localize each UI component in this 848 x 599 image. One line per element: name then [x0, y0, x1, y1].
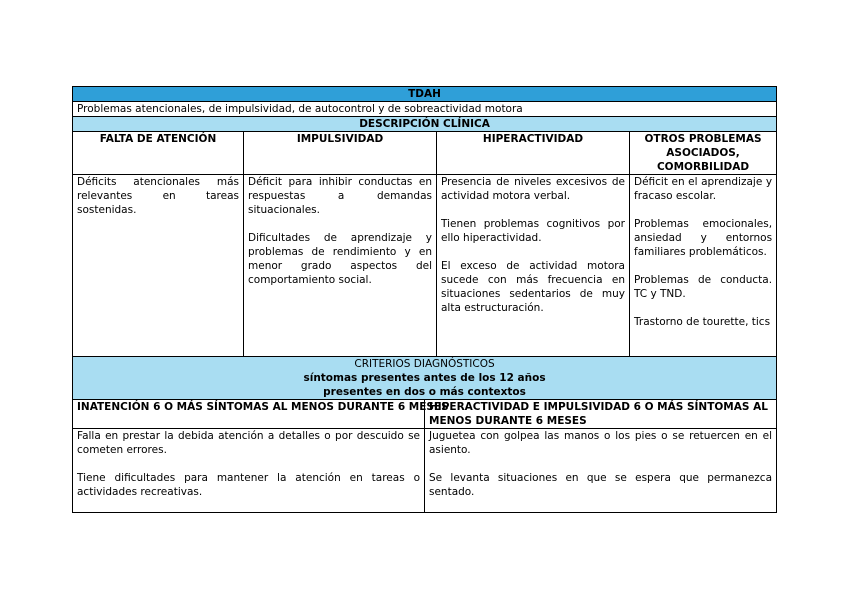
- col-content-impulsividad: [244, 175, 437, 357]
- criteria-block: [73, 357, 777, 400]
- hiperactividad-text-1: Presencia de niveles excesivos de actividad motora verbal.: [441, 176, 625, 202]
- tdah-table: [72, 86, 777, 400]
- col-header-otros-problemas: OTROS PROBLEMAS ASOCIADOS, COMORBILIDAD: [630, 132, 777, 175]
- hyperactivity-item-1: Juguetea con golpea las manos o los pies o se retuercen en el asiento.: [429, 430, 772, 456]
- title-row: [73, 87, 777, 102]
- criteria-table: [72, 400, 777, 513]
- col-header-falta-atencion: FALTA DE ATENCIÓN: [73, 132, 244, 175]
- col-content-otros-problemas: [630, 175, 777, 357]
- criteria-line-2: presentes en dos o más contextos: [323, 386, 526, 398]
- hyperactivity-item-2: Se levanta situaciones en que se espera que permanezca sentado.: [429, 472, 772, 498]
- col-header-impulsividad: IMPULSIVIDAD: [244, 132, 437, 175]
- inattention-content: [73, 429, 425, 513]
- clinical-content-row: [73, 175, 777, 357]
- otros-text-3: Problemas de conducta. TC y TND.: [634, 274, 773, 300]
- otros-text-2: Problemas emocionales, ansiedad y entornos familiares problemáticos.: [634, 218, 773, 258]
- impulsividad-text-2: Dificultades de aprendizaje y problemas de rendimiento y en menor grado aspectos del comportamiento social.: [248, 232, 432, 286]
- impulsividad-text-1: Déficit para inhibir conductas en respuestas a demandas situacionales.: [248, 176, 432, 216]
- otros-text-1: Déficit en el aprendizaje y fracaso escolar.: [634, 176, 773, 202]
- falta-atencion-text-1: Déficits atencionales más relevantes en tareas sostenidas.: [77, 176, 239, 216]
- criteria-header-row: [73, 400, 777, 429]
- clinical-heading: DESCRIPCIÓN CLÍNICA: [73, 117, 777, 132]
- inattention-header: INATENCIÓN 6 O MÁS SÍNTOMAS AL MENOS DURANTE 6 MESES: [73, 400, 425, 429]
- inattention-item-1: Falla en prestar la debida atención a detalles o por descuido se cometen errores.: [77, 430, 420, 456]
- table-title: TDAH: [73, 87, 777, 102]
- clinical-heading-row: [73, 117, 777, 132]
- criteria-content-row: [73, 429, 777, 513]
- document-page: [72, 86, 776, 513]
- hyperactivity-content: [425, 429, 777, 513]
- hyperactivity-header: HIPERACTIVIDAD E IMPULSIVIDAD 6 O MÁS SÍNTOMAS AL MENOS DURANTE 6 MESES: [425, 400, 777, 429]
- col-content-hiperactividad: [437, 175, 630, 357]
- inattention-item-2: Tiene dificultades para mantener la atención en tareas o actividades recreativas.: [77, 472, 420, 498]
- col-content-falta-atencion: [73, 175, 244, 357]
- otros-text-4: Trastorno de tourette, tics: [634, 316, 771, 328]
- col-header-hiperactividad: HIPERACTIVIDAD: [437, 132, 630, 175]
- hiperactividad-text-3: El exceso de actividad motora sucede con más frecuencia en situaciones sedentarios de muy alta estructuración.: [441, 260, 625, 314]
- hiperactividad-text-2: Tienen problemas cognitivos por ello hiperactividad.: [441, 218, 625, 244]
- table-subtitle: Problemas atencionales, de impulsividad, de autocontrol y de sobreactividad motora: [73, 102, 777, 117]
- criteria-heading: CRITERIOS DIAGNÓSTICOS: [354, 358, 495, 370]
- criteria-line-1: síntomas presentes antes de los 12 años: [303, 372, 546, 384]
- column-header-row: [73, 132, 777, 175]
- subtitle-row: [73, 102, 777, 117]
- criteria-row: [73, 357, 777, 400]
